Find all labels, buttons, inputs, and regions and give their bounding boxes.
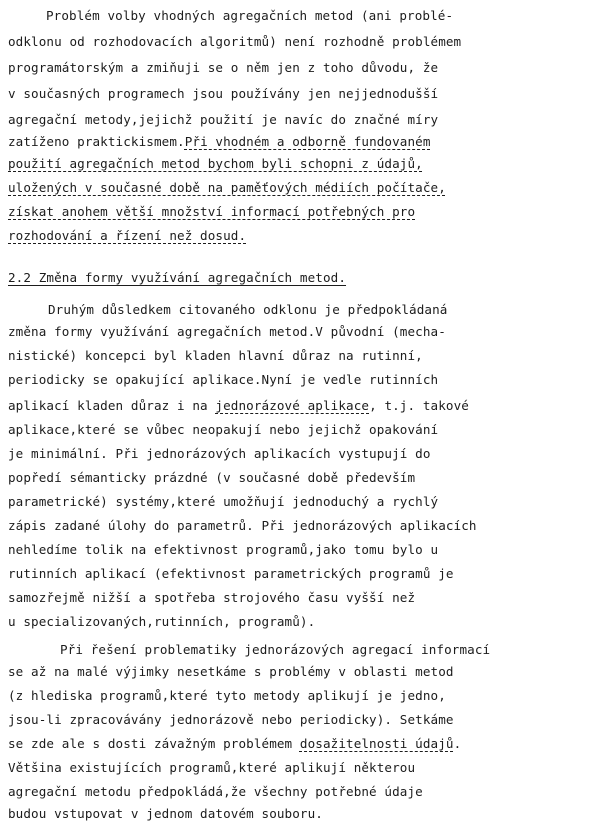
text-line: [8, 734, 461, 754]
text-line: agregační metodu předpokládá,že všechny potřebné údaje: [8, 784, 423, 799]
text-line: jsou-li zpracovávány jednorázově nebo periodicky). Setkáme: [8, 712, 454, 727]
text-line: Většina existujících programů,které aplikují některou: [8, 760, 416, 775]
text-line: se až na malé výjimky nesetkáme s problémy v oblasti metod: [8, 664, 454, 679]
text-line: nistické) koncepci byl kladen hlavní důraz na rutinní,: [8, 348, 423, 363]
text-line: [8, 132, 431, 152]
text-line: nehledíme tolik na efektivnost programů,jako tomu bylo u: [8, 542, 439, 557]
section-heading-text: 2.2 Změna formy využívání agregačních metod.: [8, 270, 347, 285]
underlined-emphasis: Při vhodném a odborně fundovaném: [184, 134, 431, 149]
text-line: periodicky se opakující aplikace.Nyní je vedle rutinních: [8, 372, 439, 387]
section-heading: [8, 268, 346, 288]
text-line: Při řešení problematiky jednorázových agregací informací: [60, 642, 491, 657]
text-line: popředí sémanticky prázdné (v současné době především: [8, 470, 416, 485]
text-line: u specializovaných,rutinních, programů).: [8, 614, 316, 629]
underlined-term: jednorázové aplikace: [215, 398, 370, 413]
text-line: parametrické) systémy,které umožňují jednoduchý a rychlý: [8, 494, 439, 509]
text-line: Problém volby vhodných agregačních metod (ani problé-: [46, 8, 454, 23]
underlined-emphasis-line: rozhodování a řízení než dosud.: [8, 228, 247, 243]
text-line: v současných programech jsou používány jen nejjednodušší: [8, 86, 439, 101]
text-run: se zde ale s dosti závažným problémem: [8, 736, 300, 751]
text-line: (z hlediska programů,které tyto metody aplikují je jedno,: [8, 688, 446, 703]
text-line: zápis zadané úlohy do parametrů. Při jednorázových aplikacích: [8, 518, 477, 533]
underlined-emphasis-line: použití agregačních metod bychom byli schopni z údajů,: [8, 156, 423, 171]
text-line: odklonu od rozhodovacích algoritmů) není rozhodně problémem: [8, 34, 462, 49]
text-run: aplikací kladen důraz i na: [8, 398, 216, 413]
text-line: [8, 396, 469, 416]
text-line: rutinních aplikací (efektivnost parametrických programů je: [8, 566, 454, 581]
underlined-emphasis-line: uložených v současné době na paměťových médiích počítače,: [8, 180, 446, 195]
text-run: , t.j. takové: [369, 398, 469, 413]
text-line: budou vstupovat v jednom datovém souboru.: [8, 806, 323, 821]
text-line: programátorským a zmiňuji se o něm jen z toho důvodu, že: [8, 60, 439, 75]
text-line: agregační metody,jejichž použití je navíc do značné míry: [8, 112, 439, 127]
text-line: aplikace,které se vůbec neopakují nebo jejichž opakování: [8, 422, 439, 437]
text-line: Druhým důsledkem citovaného odklonu je předpokládaná: [48, 302, 448, 317]
text-line: samozřejmě nižší a spotřeba strojového času vyšší než: [8, 590, 416, 605]
text-run: zatíženo praktickismem.: [8, 134, 185, 149]
underlined-emphasis-line: získat anohem větší množství informací potřebných pro: [8, 204, 416, 219]
text-run: .: [453, 736, 462, 751]
underlined-term: dosažitelnosti údajů: [299, 736, 454, 751]
text-line: je minimální. Při jednorázových aplikacích vystupují do: [8, 446, 431, 461]
text-line: změna formy využívání agregačních metod.V původní (mecha-: [8, 324, 446, 339]
